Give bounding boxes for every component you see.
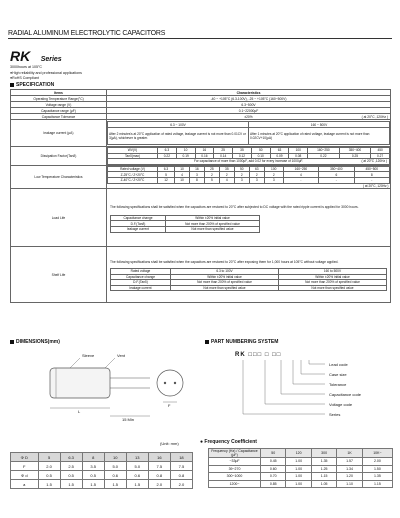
shelf-life-table [110, 268, 387, 291]
bullet-square-icon [10, 83, 14, 87]
load-life-text: The following specifications shall be satisfied when the capacitors are restored to 20°C after subjected to DC voltage with the rated ripple current is applied for 3000 hours. [110, 204, 359, 209]
dim-cell: 1.5 [38, 480, 60, 489]
dim-cell: 3.5 [82, 462, 104, 471]
lt-ratio: 4 [174, 172, 189, 178]
dim-cell: 1.5 [60, 480, 82, 489]
freq-cell: 1.00 [286, 458, 311, 466]
lt-ratio: 3 [249, 177, 264, 183]
dim-cell: 2.5 [60, 462, 82, 471]
part-numbering-diagram [205, 350, 395, 430]
load-cond-label: Capacitance change [111, 215, 166, 221]
df-voltage: 63 [270, 148, 289, 154]
df-value: 0.19 [176, 153, 195, 159]
load-life-cell [107, 189, 391, 247]
shelf-cond-value: Not more than 200% of specified value [171, 280, 279, 286]
lt-ratio: 2 [219, 172, 234, 178]
lt-voltage: 25 [204, 166, 219, 172]
part-numbering-title: PART NUMBERING SYSTEM [211, 339, 279, 345]
shelf-head: 160 to 500V [279, 268, 387, 274]
dim-cell: 7.5 [148, 462, 170, 471]
load-cond-label: leakage current [111, 226, 166, 232]
dim-cell: 16 [148, 453, 170, 462]
lt-ratio: 12 [158, 177, 175, 183]
freq-cell: 1.10 [337, 480, 362, 488]
df-voltage: 25 [214, 148, 233, 154]
table-row [11, 453, 193, 462]
specification-heading [10, 82, 54, 88]
df-tan-label: Tanδ(max) [108, 153, 158, 159]
dimension-drawing [10, 350, 195, 430]
freq-cell: 0.70 [261, 473, 286, 481]
freq-cell: 1.05 [311, 480, 336, 488]
capacitor-drawing-icon [10, 350, 195, 430]
lt-voltage: 63 [249, 166, 264, 172]
freq-cell: 1.15 [311, 473, 336, 481]
df-voltage: 6.3 [158, 148, 177, 154]
cap-tolerance-value: ±20% [244, 114, 253, 119]
bullet-square-icon [205, 340, 209, 344]
leakage-inner-table [107, 121, 390, 145]
df-voltage: 16 [195, 148, 214, 154]
dim-cell: 2.0 [38, 462, 60, 471]
freq-cell: 1.57 [337, 458, 362, 466]
df-value: 0.22 [158, 153, 177, 159]
table-row [209, 473, 393, 481]
dim-cell: 6.3 [60, 453, 82, 462]
df-value: 0.14 [214, 153, 233, 159]
frequency-coefficient-table [208, 448, 393, 488]
df-value: 0.16 [195, 153, 214, 159]
lt-ratio: 8 [189, 177, 204, 183]
df-voltage: 100 [289, 148, 308, 154]
shelf-cond-value: Not more than specified value [279, 285, 387, 291]
part-numbering-heading [205, 339, 278, 345]
df-voltage: 10 [176, 148, 195, 154]
vent-label: Vent [117, 353, 126, 358]
shelf-cond-value: Not more than specified value [171, 285, 279, 291]
dim-cell: 0.8 [170, 471, 192, 480]
shelf-life-text: The following specifications shall be satisfied when the capacitors are restored to 20°C after exposing them for 1,000 hours at 105°C without voltage applied. [110, 259, 339, 264]
part-number-leader-lines-icon [205, 350, 395, 430]
freq-cell: 1.00 [286, 465, 311, 473]
lt-voltage: 35 [219, 166, 234, 172]
lead-length-note: 15 Min [122, 417, 135, 422]
dim-cell: F [11, 462, 39, 471]
lt-ratio: 5 [158, 172, 175, 178]
freq-header-cell: 120 [286, 449, 311, 458]
bullet-circle-icon: ● [200, 439, 205, 445]
dim-cell: 0.5 [82, 471, 104, 480]
df-value: 0.12 [233, 153, 252, 159]
spec-label: Voltage range (V) [11, 102, 107, 108]
lt-ratio: 2 [234, 172, 249, 178]
spec-label: Load Life [11, 189, 107, 247]
dim-cell: 8 [82, 453, 104, 462]
product-category-header: RADIAL ALUMINUM ELECTROLYTIC CAPACITORS [8, 30, 166, 37]
load-cond-value: Within ±20% initial value [166, 215, 260, 221]
lt-ratio: 4 [283, 172, 318, 178]
lt-voltage: 100 [264, 166, 283, 172]
freq-header-cell: 50 [261, 449, 286, 458]
shelf-cond-label: D.F.(Tanδ) [111, 280, 171, 286]
lt-voltage: 350~400 [319, 166, 354, 172]
dim-cell: 0.6 [126, 471, 148, 480]
lt-ratio: 2 [204, 172, 219, 178]
series-label: Series [40, 56, 62, 63]
freq-cell: 0.45 [261, 458, 286, 466]
dim-cell: 7.5 [170, 462, 192, 471]
pn-label: Tolerance [329, 382, 347, 387]
dim-cell: 18 [170, 453, 192, 462]
load-life-table [110, 215, 260, 233]
df-inner-table [107, 147, 390, 165]
pitch-label: F [168, 403, 171, 408]
dim-cell: Φ d [11, 471, 39, 480]
dim-cell: 0.6 [104, 471, 126, 480]
feature-item: ●High reliability and professional applications [10, 70, 82, 75]
dimensions-title: DIMENSIONS(mm) [16, 339, 60, 345]
leak-high-text: After 1 minutes at 20°C application of rated voltage, leakage current is not more than 0.02CV+10(μA) [249, 127, 390, 144]
df-value: 0.09 [270, 153, 289, 159]
lt-ratio: 5 [204, 177, 219, 183]
pn-label: Capacitance code [329, 392, 362, 397]
spec-label: Capacitance range (μF) [11, 108, 107, 114]
freq-cell: 1.35 [311, 458, 336, 466]
df-value: 0.22 [308, 153, 340, 159]
dim-cell: 0.5 [60, 471, 82, 480]
feature-item: ●RoHS Compliant [10, 76, 39, 81]
spec-header-char: Characteristics [107, 90, 391, 96]
lt-voltage: 160~250 [283, 166, 318, 172]
df-wv-label: WV(V) [108, 148, 158, 154]
lt-ratio: 4 [219, 177, 234, 183]
dim-cell: 1.5 [82, 480, 104, 489]
pn-label: Lead code [329, 362, 348, 367]
table-row [11, 462, 193, 471]
freq-cell: 1.00 [286, 480, 311, 488]
shelf-cond-value: Not more than 200% of specified value [279, 280, 387, 286]
load-cond-value: Not more than specified value [166, 226, 260, 232]
freq-header-cell: 10K~ [362, 449, 392, 458]
shelf-cond-value: Within ±20% initial value [171, 274, 279, 280]
series-title [10, 48, 62, 66]
shelf-cond-value: Within ±20% initial value [279, 274, 387, 280]
df-voltage: 350~400 [339, 148, 371, 154]
feature-list [10, 65, 82, 82]
table-row [11, 480, 193, 489]
condition-note: ( at 20°C ,120Hz ) [361, 159, 387, 164]
spec-value: 6.3~500V [107, 102, 391, 108]
df-note: For capacitance of more than 1000μF, add 0.02 for every increase of 1000μF. [193, 159, 304, 164]
df-voltage: 50 [251, 148, 270, 154]
pn-label: Case size [329, 372, 347, 377]
table-header-row [209, 449, 393, 458]
freq-cell: 2.00 [362, 458, 392, 466]
shelf-head: 6.3 to 100V [171, 268, 279, 274]
freq-cell: 0.85 [261, 480, 286, 488]
dim-cell: 2.0 [148, 480, 170, 489]
spec-label: Shelf Life [11, 247, 107, 303]
shelf-cond-label: Capacitance change [111, 274, 171, 280]
df-voltage: 35 [233, 148, 252, 154]
series-code: RK [10, 48, 31, 64]
df-note-cell [108, 159, 390, 165]
spec-label: Operating Temperature Range(°C) [11, 96, 107, 102]
spec-label: leakage current (μA) [11, 120, 107, 147]
lt-cell [107, 165, 391, 188]
dim-cell: 5.0 [104, 462, 126, 471]
freq-cell: ~33μF [209, 458, 261, 466]
specification-table [10, 89, 391, 303]
freq-cell: 0.60 [261, 465, 286, 473]
dim-cell: 13 [126, 453, 148, 462]
spec-label: Dissipation Factor(Tanδ) [11, 147, 107, 166]
dim-cell: 0.8 [148, 471, 170, 480]
shelf-head: Rated voltage [111, 268, 171, 274]
df-value: 0.25 [339, 153, 371, 159]
freq-header-cell: 1K [337, 449, 362, 458]
spec-label: Capacitance Tolerance [11, 114, 107, 120]
condition-note: ( at 20°C ,120Hz ) [361, 114, 388, 119]
lt-ratio: 6 [319, 172, 354, 178]
spec-value [107, 114, 391, 120]
spec-label: Low Temperature Characteristics [11, 165, 107, 188]
frequency-coefficient-heading [200, 439, 257, 445]
lt-ratio: - [319, 177, 354, 183]
spec-header-item: Items [11, 90, 107, 96]
lt-ratio: - [283, 177, 318, 183]
table-row [11, 471, 193, 480]
dim-cell: 0.5 [38, 471, 60, 480]
lt-row1-label: Z-25°C / Z+20°C [108, 172, 158, 178]
load-cond-label: D.F.(Tanδ) [111, 221, 166, 227]
lt-ratio: - [354, 177, 389, 183]
lt-ratio: 10 [174, 177, 189, 183]
freq-cell: 300~1000 [209, 473, 261, 481]
dim-cell: 1.5 [104, 480, 126, 489]
df-voltage: 160~250 [308, 148, 340, 154]
condition-note: ( at 20°C, 120Hz ) [362, 183, 389, 188]
freq-cell: 1.34 [337, 465, 362, 473]
dimensions-heading [10, 339, 60, 345]
length-label: L [78, 409, 81, 414]
load-cond-value: Not more than 200% of specified value [166, 221, 260, 227]
freq-cell: 39~270 [209, 465, 261, 473]
lt-ratio: 3 [189, 172, 204, 178]
df-cell [107, 147, 391, 166]
dim-cell: 5.0 [126, 462, 148, 471]
freq-cell: 1.00 [286, 473, 311, 481]
specification-title: SPECIFICATION [16, 82, 55, 88]
lt-ratio: 2 [249, 172, 264, 178]
sleeve-label: Sleeve [82, 353, 95, 358]
dim-cell: 2.0 [170, 480, 192, 489]
leak-head-high: 160 ~ 500V [249, 122, 390, 128]
spec-value: -40 ~ +105°C (6.3-100V), -25 ~ +105°C (160~500V) [107, 96, 391, 102]
freq-cell: 1.15 [362, 480, 392, 488]
leakage-cell [107, 120, 391, 147]
freq-header-cell: 300 [311, 449, 336, 458]
df-value: 0.10 [251, 153, 270, 159]
leak-head-low: 6.3 ~ 100V [108, 122, 249, 128]
header-divider [8, 38, 392, 39]
dim-cell: Φ D [11, 453, 39, 462]
dim-cell: 5 [38, 453, 60, 462]
table-row [209, 458, 393, 466]
frequency-coefficient-title: Frequency Coefficient [204, 439, 257, 445]
lt-ratio: 3 [234, 177, 249, 183]
freq-cell: 1.35 [362, 473, 392, 481]
table-row [209, 465, 393, 473]
dim-cell: a [11, 480, 39, 489]
lt-ratio: 8 [354, 172, 389, 178]
lt-ratio: 3 [264, 177, 283, 183]
table-row [209, 480, 393, 488]
df-value: 0.08 [289, 153, 308, 159]
dim-cell: 10 [104, 453, 126, 462]
leak-low-text: After 2 minutes's at 20°C application of rated voltage, leakage current is not more than 0.01CV or 3(μA), whichever is greater. [108, 127, 249, 144]
dimension-table [10, 452, 193, 489]
lt-voltage: 50 [234, 166, 249, 172]
freq-cell: 1.50 [362, 465, 392, 473]
pn-label: Series [329, 412, 341, 417]
lt-voltage: 6.3 [158, 166, 175, 172]
lt-rated-label: Rated voltage (V) [108, 166, 158, 172]
freq-cell: 1200~ [209, 480, 261, 488]
lt-row2-label: Z-40°C / Z+20°C [108, 177, 158, 183]
bullet-square-icon [10, 340, 14, 344]
lt-voltage: 450~500 [354, 166, 389, 172]
freq-cell: 1.25 [311, 465, 336, 473]
lt-voltage: 16 [189, 166, 204, 172]
dim-cell: 1.5 [126, 480, 148, 489]
unit-label: (Unit: mm) [160, 441, 179, 446]
lt-inner-table [107, 166, 390, 188]
shelf-cond-label: leakage current [111, 285, 171, 291]
pn-label: Voltage code [329, 402, 353, 407]
lt-ratio: 2 [264, 172, 283, 178]
part-number-code: RK □□□ □ □□ [235, 352, 282, 358]
freq-cell: 1.20 [337, 473, 362, 481]
freq-header-cell: Frequency (Hz) / Capacitance (μF) [209, 449, 261, 458]
spec-value: 0.1~22000μF [107, 108, 391, 114]
lt-voltage: 10 [174, 166, 189, 172]
feature-item: 3000hours at 105°C [10, 65, 43, 69]
shelf-life-cell [107, 247, 391, 303]
df-voltage: 450 [371, 148, 390, 154]
df-value: 0.27 [371, 153, 390, 159]
